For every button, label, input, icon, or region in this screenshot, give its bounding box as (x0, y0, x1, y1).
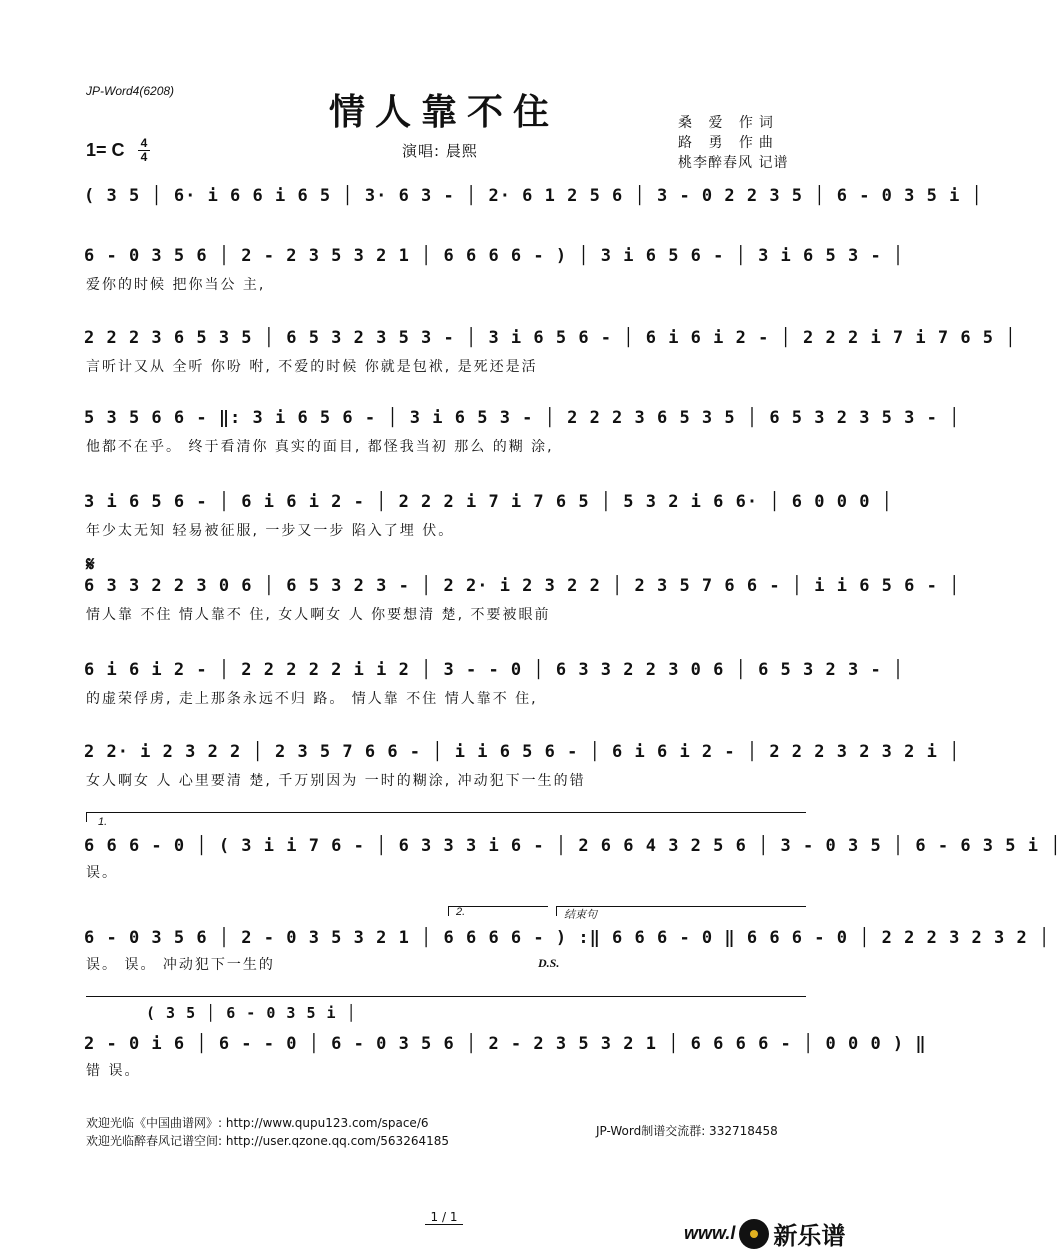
software-label: JP-Word4(6208) (86, 84, 175, 98)
notation-line-8: 2 2· i 2 3 2 2 │ 2 3 5 7 6 6 - │ i i 6 5 6 - │ 6 i 6 i 2 - │ 2 2 2 3 2 3 2 i │ (84, 742, 961, 762)
song-title: 情人靠不住 (328, 91, 559, 133)
time-signature-bottom: 4 (140, 150, 148, 164)
key-signature: 1= C (86, 140, 125, 160)
notation-line-2: 6 - 0 3 5 6 │ 2 - 2 3 5 3 2 1 │ 6 6 6 6 - ) │ 3 i 6 5 6 - │ 3 i 6 5 3 - │ (84, 246, 905, 266)
first-ending-label: 1. (98, 816, 108, 828)
transcriber-credit: 桃李醉春风 记谱 (678, 155, 789, 171)
footer-site-link[interactable]: 欢迎光临《中国曲谱网》: http://www.qupu123.com/space/6 (86, 1116, 429, 1130)
notation-line-3: 2 2 2 3 6 5 3 5 │ 6 5 3 2 3 5 3 - │ 3 i 6 5 6 - │ 6 i 6 i 2 - │ 2 2 2 i 7 i 7 6 5 │ (84, 328, 1017, 348)
system-top-rule (86, 996, 806, 997)
lyricist-credit: 桑 爱 作词 (678, 115, 779, 131)
lyric-line-9: 误。 (86, 865, 118, 881)
ending-phrase-label: 结束句 (564, 909, 597, 921)
notation-line-4: 5 3 5 6 6 - ‖: 3 i 6 5 6 - │ 3 i 6 5 3 - │ 2 2 2 3 6 5 3 5 │ 6 5 3 2 3 5 3 - │ (84, 408, 961, 428)
notation-line-5: 3 i 6 5 6 - │ 6 i 6 i 2 - │ 2 2 2 i 7 i 7 6 5 │ 5 3 2 i 6 6· │ 6 0 0 0 │ (84, 492, 893, 512)
lyric-line-2: 爱你的时候 把你当公 主, (86, 277, 266, 293)
singer-credit: 演唱: 晨熙 (402, 142, 478, 160)
footer-qzone-link[interactable]: 欢迎光临醉春风记谱空间: http://user.qzone.qq.com/563264185 (86, 1134, 450, 1148)
notation-line-6: 6 3 3 2 2 3 0 6 │ 6 5 3 2 3 - │ 2 2· i 2 3 2 2 │ 2 3 5 7 6 6 - │ i i 6 5 6 - │ (84, 576, 961, 596)
second-ending-label: 2. (456, 906, 466, 918)
footer-qq-group: JP-Word制谱交流群: 332718458 (596, 1124, 778, 1138)
notation-line-9: 6 6 6 - 0 │ ( 3 i i 7 6 - │ 6 3 3 3 i 6 - │ 2 6 6 4 3 2 5 6 │ 3 - 0 3 5 │ 6 - 6 3 5 i │ (84, 836, 1061, 856)
dal-segno-mark: D.S. (538, 956, 560, 970)
composer-credit: 路 勇 作曲 (678, 135, 779, 151)
first-ending-bracket (86, 812, 806, 822)
time-signature (138, 138, 150, 163)
watermark-brand: 新乐谱 (773, 1222, 846, 1250)
lyric-line-3: 言听计又从 全听 你吩 咐, 不爱的时候 你就是包袱, 是死还是活 (86, 359, 538, 375)
lyric-line-6: 情人靠 不住 情人靠不 住, 女人啊女 人 你要想清 楚, 不要被眼前 (86, 607, 551, 623)
lyric-line-4: 他都不在乎。 终于看清你 真实的面目, 都怪我当初 那么 的糊 涂, (86, 439, 554, 455)
notation-line-10: 6 - 0 3 5 6 │ 2 - 0 3 5 3 2 1 │ 6 6 6 6 - ) :‖ 6 6 6 - 0 ‖ 6 6 6 - 0 │ 2 2 2 3 2 3 2 │ (84, 928, 1051, 948)
page-number-text: 1 / 1 (425, 1210, 464, 1225)
lyric-line-11: 错 误。 (86, 1063, 141, 1079)
lyric-line-8: 女人啊女 人 心里要清 楚, 千万别因为 一时的糊涂, 冲动犯下一生的错 (86, 773, 586, 789)
lyric-line-10: 误。 误。 冲动犯下一生的 (86, 957, 275, 973)
time-signature-top: 4 (140, 136, 148, 150)
notation-line-11: 2 - 0 i 6 │ 6 - - 0 │ 6 - 0 3 5 6 │ 2 - 2 3 5 3 2 1 │ 6 6 6 6 - │ 0 0 0 ) ‖ (84, 1034, 927, 1054)
upper-staff-notes: ( 3 5 │ 6 - 0 3 5 i │ (146, 1004, 357, 1022)
notation-line-7: 6 i 6 i 2 - │ 2 2 2 2 2 i i 2 │ 3 - - 0 │ 6 3 3 2 2 3 0 6 │ 6 5 3 2 3 - │ (84, 660, 905, 680)
lyric-line-7: 的虚荣俘虏, 走上那条永远不归 路。 情人靠 不住 情人靠不 住, (86, 691, 538, 707)
segno-sign: 𝄋 (86, 552, 95, 576)
watermark-url: www.l (684, 1223, 736, 1243)
notation-line-1: ( 3 5 │ 6· i 6 6 i 6 5 │ 3· 6 3 - │ 2· 6 1 2 5 6 │ 3 - 0 2 2 3 5 │ 6 - 0 3 5 i │ (84, 186, 983, 206)
lyric-line-5: 年少太无知 轻易被征服, 一步又一步 陷入了埋 伏。 (86, 523, 455, 539)
watermark-logo (684, 1216, 845, 1251)
record-disc-icon (739, 1219, 769, 1249)
